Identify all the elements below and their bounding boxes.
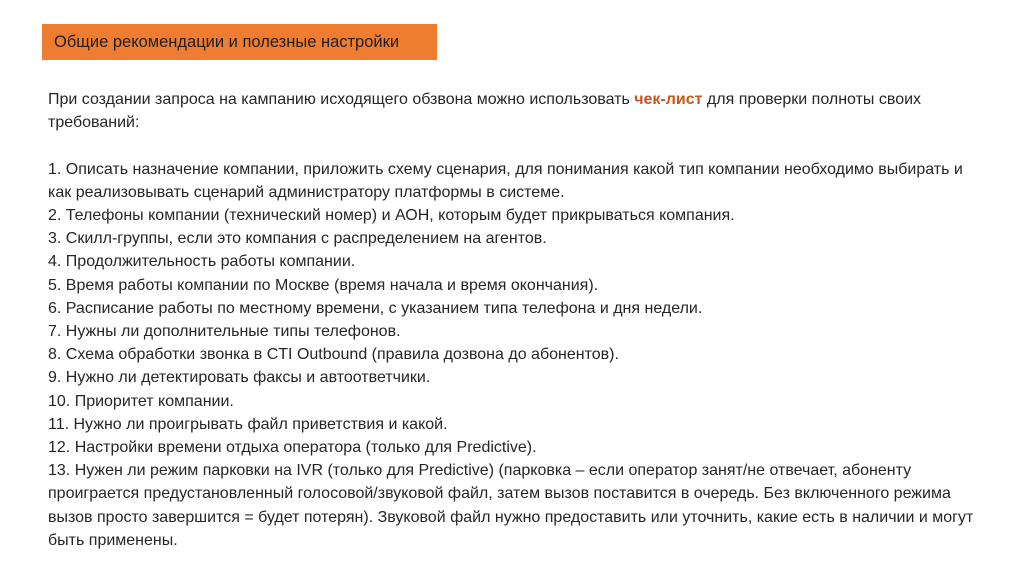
intro-text-after: для проверки полноты своих требований:: [48, 91, 922, 132]
list-item: 6. Расписание работы по местному времени, с указанием типа телефона и дня недели.: [48, 299, 703, 317]
list-item: 3. Скилл-группы, если это компания с распределением на агентов.: [48, 230, 547, 248]
list-item: 12. Настройки времени отдыха оператора (только для Predictive).: [48, 439, 537, 457]
slide-title: Общие рекомендации и полезные настройки: [42, 24, 437, 60]
list-item: 7. Нужны ли дополнительные типы телефонов.: [48, 323, 401, 341]
list-item: 5. Время работы компании по Москве (время начала и время окончания).: [48, 276, 599, 294]
list-item: 1. Описать назначение компании, приложить схему сценария, для понимания какой тип компании необходимо выбирать и как реализовывать сценарий администратору платформы в системе.: [48, 160, 963, 201]
list-item: 8. Схема обработки звонка в CTI Outbound (правила дозвона до абонентов).: [48, 346, 619, 364]
intro-text-before: При создании запроса на кампанию исходящего обзвона можно использовать: [48, 91, 635, 108]
checklist-highlight: чек-лист: [634, 91, 703, 108]
body-text: [48, 88, 988, 552]
list-item: 13. Нужен ли режим парковки на IVR (только для Predictive) (парковка – если оператор занят/не отвечает, абоненту проиграется предустановленный голосовой/звуковой файл, затем вызов поставится в очередь. Без включенного режима вызов просто завершится = будет потерян). Звуковой файл нужно предоставить или уточнить, какие есть в наличии и могут быть применены.: [48, 462, 974, 549]
list-item: 2. Телефоны компании (технический номер) и АОН, которым будет прикрываться компания.: [48, 207, 735, 224]
list-item: 4. Продолжительность работы компании.: [48, 253, 356, 271]
list-item: 11. Нужно ли проигрывать файл приветствия и какой.: [48, 415, 448, 433]
intro-paragraph: [48, 88, 988, 134]
list-item: 10. Приоритет компании.: [48, 392, 234, 410]
list-item: 9. Нужно ли детектировать факсы и автоответчики.: [48, 369, 431, 387]
